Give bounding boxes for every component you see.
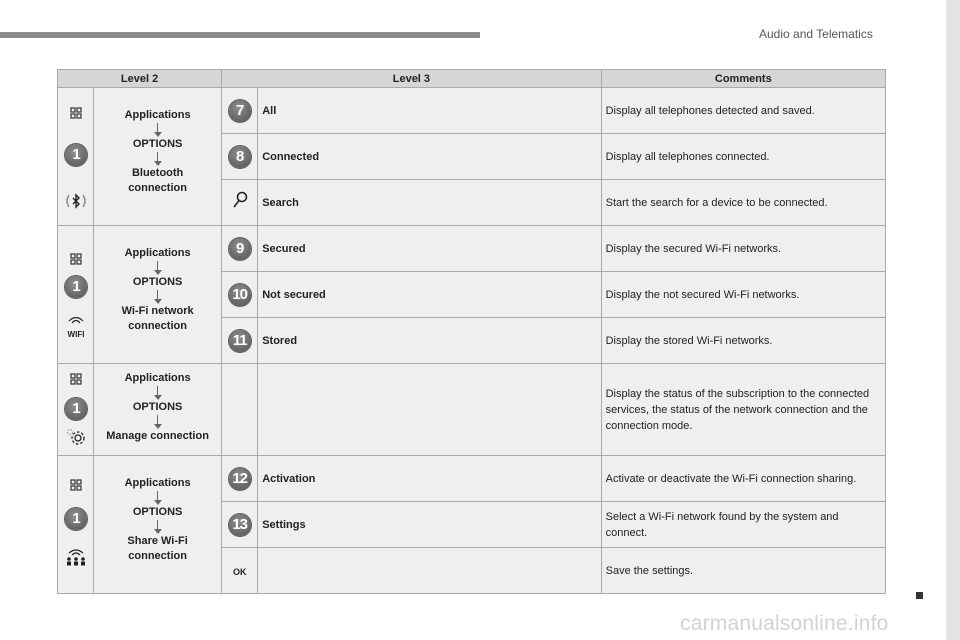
group-icons [58,364,94,456]
page-marker [916,592,923,599]
table-row [58,88,886,134]
step-badge: 1 [65,398,87,420]
table-row [58,226,886,272]
apps-grid-icon [58,106,94,124]
level2-item: Applications [124,109,191,121]
level2-cell [94,456,222,594]
step-badge: 11 [229,330,251,352]
level2-path [94,108,221,196]
level2-path [94,476,221,564]
step-badge: 7 [229,100,251,122]
comment: Display the stored Wi-Fi networks. [601,318,885,364]
wifi-share-icon [58,546,94,573]
watermark: carmanualsonline.info [680,612,889,635]
step-badge: 9 [229,238,251,260]
apps-grid-icon [58,372,94,390]
level2-item: Applications [124,477,191,489]
apps-grid-icon [58,478,94,496]
magnifier-icon [222,180,258,226]
comment: Start the search for a device to be connected. [601,180,885,226]
group-icons [58,456,94,594]
arrow-down-icon [154,123,162,137]
level3-label [258,364,601,456]
menu-table [57,69,886,594]
page-edge [946,0,960,640]
level3-label: Stored [258,318,601,364]
col-header-level2: Level 2 [58,70,222,88]
wifi-icon [58,312,94,339]
level2-item: Applications [124,372,191,384]
level3-label: Secured [258,226,601,272]
ok-label: OK [232,566,247,577]
step-badge: 13 [229,514,251,536]
comment: Display the not secured Wi-Fi networks. [601,272,885,318]
level3-label: Activation [258,456,601,502]
level2-item: OPTIONS [132,506,183,518]
col-header-level3: Level 3 [222,70,601,88]
group-icons [58,226,94,364]
level3-label: Search [258,180,601,226]
level2-item: Manage connection [106,430,209,442]
bluetooth-icon [58,192,94,217]
arrow-down-icon [154,386,162,400]
step-badge: 1 [65,144,87,166]
arrow-down-icon [154,152,162,166]
step-badge: 10 [229,284,251,306]
level3-label: Not secured [258,272,601,318]
level3-label [258,548,601,594]
arrow-down-icon [154,415,162,429]
step-badge: 1 [65,276,87,298]
comment: Display all telephones detected and saved. [601,88,885,134]
level3-label: Settings [258,502,601,548]
level2-cell [94,88,222,226]
level2-cell [94,364,222,456]
level2-item: OPTIONS [132,276,183,288]
level2-item: OPTIONS [132,138,183,150]
level2-cell [94,226,222,364]
level3-label: All [258,88,601,134]
comment: Display the secured Wi-Fi networks. [601,226,885,272]
arrow-down-icon [154,520,162,534]
level3-label: Connected [258,134,601,180]
step-badge: 8 [229,146,251,168]
gear-icon [58,428,94,451]
col-header-comments: Comments [601,70,885,88]
level2-item: Applications [124,247,191,259]
comment: Save the settings. [601,548,885,594]
arrow-down-icon [154,261,162,275]
level2-item: Bluetooth connection [128,167,187,194]
step-badge: 12 [229,468,251,490]
level2-item: OPTIONS [132,401,183,413]
comment: Display the status of the subscription to the connected services, the status of the network connection and the connection mode. [601,364,885,456]
apps-grid-icon [58,252,94,270]
comment: Activate or deactivate the Wi-Fi connection sharing. [601,456,885,502]
step-badge: 1 [65,508,87,530]
arrow-down-icon [154,290,162,304]
table-row [58,456,886,502]
arrow-down-icon [154,491,162,505]
comment: Display all telephones connected. [601,134,885,180]
level2-path [94,246,221,334]
level2-item: Share Wi-Fi connection [127,535,188,562]
table-row [58,364,886,456]
wifi-label: WIFI [67,330,85,339]
section-title: Audio and Telematics [759,27,873,41]
header-rule [0,32,480,38]
level2-path [94,371,221,444]
comment: Select a Wi-Fi network found by the system and connect. [601,502,885,548]
table-header-row [58,70,886,88]
level2-item: Wi-Fi network connection [121,305,194,332]
group-icons [58,88,94,226]
